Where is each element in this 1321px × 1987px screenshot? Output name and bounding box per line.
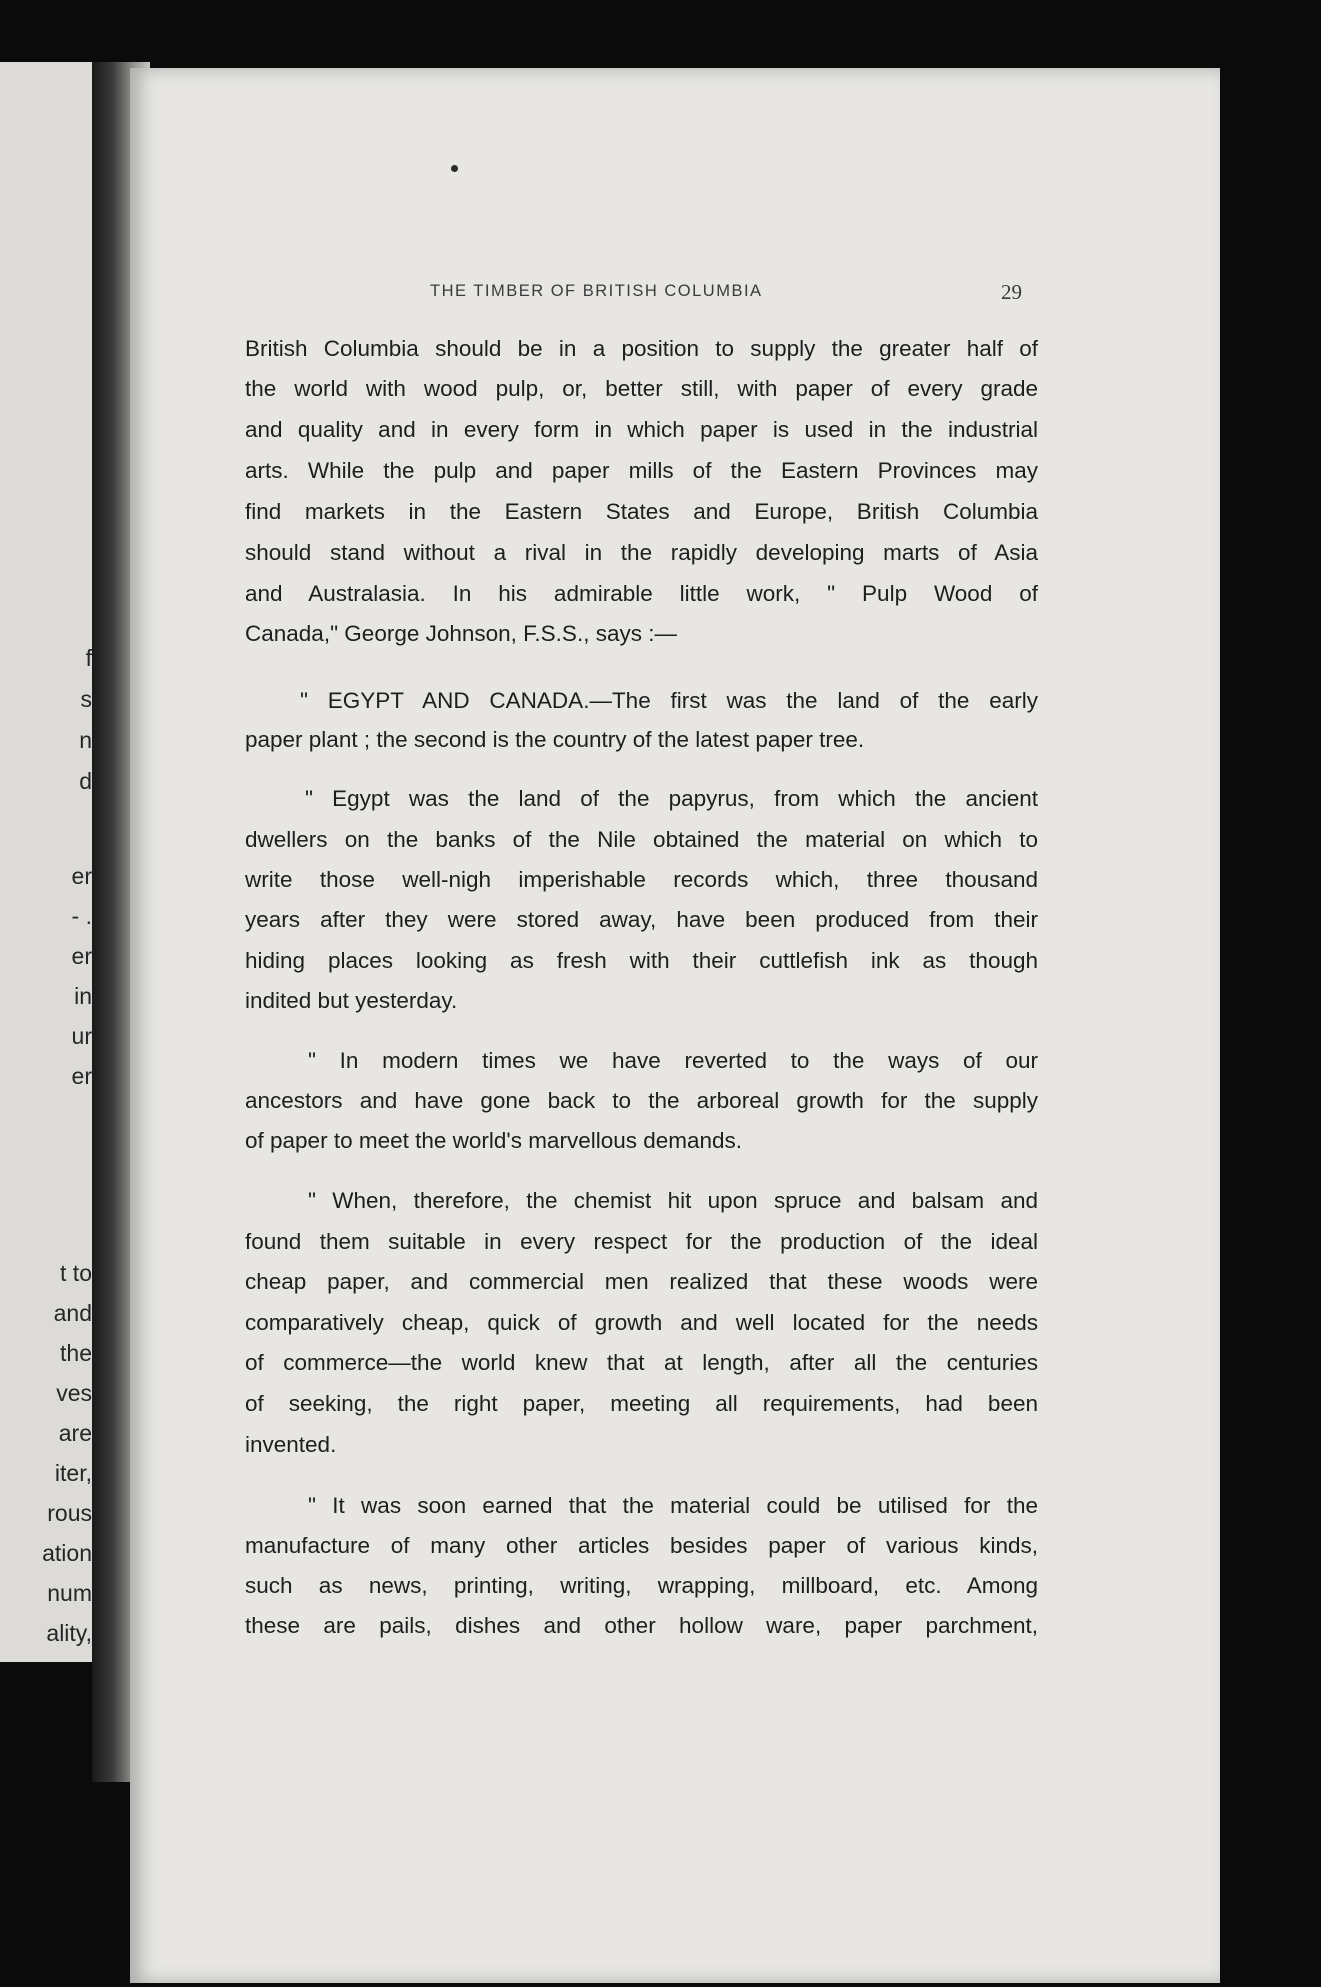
text-line: and quality and in every form in which paper is used in the industrial — [245, 417, 1038, 442]
facing-page-fragment: er — [71, 1063, 92, 1089]
text-line: " In modern times we have reverted to the ways of our — [308, 1048, 1038, 1073]
facing-page-fragment: num — [47, 1580, 92, 1606]
facing-page-fragment: and — [53, 1300, 92, 1326]
page-number: 29 — [1001, 280, 1022, 304]
text-line: " When, therefore, the chemist hit upon spruce and balsam and — [308, 1188, 1038, 1213]
text-line: such as news, printing, writing, wrapping, millboard, etc. Among — [245, 1573, 1038, 1598]
text-line: the world with wood pulp, or, better still, with paper of every grade — [245, 376, 1038, 401]
facing-page-fragment: - . — [71, 903, 92, 929]
text-line: British Columbia should be in a position to supply the greater half of — [245, 336, 1038, 361]
text-line: hiding places looking as fresh with their cuttlefish ink as though — [245, 948, 1038, 973]
text-line: comparatively cheap, quick of growth and well located for the needs — [245, 1310, 1038, 1335]
facing-page-fragment: er — [71, 863, 92, 889]
text-line: Canada," George Johnson, F.S.S., says :— — [245, 621, 677, 646]
facing-page-fragment: ation — [42, 1540, 92, 1566]
running-header: THE TIMBER OF BRITISH COLUMBIA — [430, 282, 763, 300]
facing-page-fragment: er — [71, 943, 92, 969]
text-line: indited but yesterday. — [245, 988, 458, 1013]
facing-page-fragment: ur — [71, 1023, 92, 1049]
facing-page-fragment: t to — [60, 1260, 92, 1286]
facing-page-fragment: rous — [47, 1500, 92, 1526]
text-line: " Egypt was the land of the papyrus, from which the ancient — [305, 786, 1038, 811]
text-line: arts. While the pulp and paper mills of the Eastern Provinces may — [245, 458, 1038, 483]
text-line: of commerce—the world knew that at length, after all the centuries — [245, 1350, 1038, 1375]
text-line: should stand without a rival in the rapidly developing marts of Asia — [245, 540, 1038, 565]
facing-page-fragment: iter, — [54, 1460, 92, 1486]
facing-page-fragment: ality, — [46, 1620, 92, 1646]
facing-page-fragment: in — [74, 983, 92, 1009]
text-line: " EGYPT AND CANADA.—The first was the land of the early — [300, 688, 1038, 713]
facing-page-fragment: n — [79, 727, 92, 753]
facing-page-fragment: s — [80, 686, 92, 712]
text-line: ancestors and have gone back to the arboreal growth for the supply — [245, 1088, 1038, 1113]
facing-page-fragment: ves — [56, 1380, 92, 1406]
facing-page-fragment: the — [60, 1340, 92, 1366]
text-line: invented. — [245, 1432, 337, 1457]
facing-page-fragment: f — [85, 645, 92, 671]
text-line: find markets in the Eastern States and Europe, British Columbia — [245, 499, 1038, 524]
facing-page-fragment: d — [79, 768, 92, 794]
text-line: manufacture of many other articles besides paper of various kinds, — [245, 1533, 1038, 1558]
text-line: paper plant ; the second is the country of the latest paper tree. — [245, 727, 865, 752]
text-line: dwellers on the banks of the Nile obtained the material on which to — [245, 827, 1038, 852]
text-line: years after they were stored away, have been produced from their — [245, 907, 1038, 932]
text-line: and Australasia. In his admirable little work, " Pulp Wood of — [245, 581, 1038, 606]
text-line: write those well-nigh imperishable records which, three thousand — [245, 867, 1038, 892]
ink-speck — [451, 165, 458, 172]
text-line: cheap paper, and commercial men realized that these woods were — [245, 1269, 1038, 1294]
text-line: " It was soon earned that the material could be utilised for the — [308, 1493, 1038, 1518]
text-line: of seeking, the right paper, meeting all requirements, had been — [245, 1391, 1038, 1416]
text-line: these are pails, dishes and other hollow ware, paper parchment, — [245, 1613, 1038, 1638]
text-line: found them suitable in every respect for the production of the ideal — [245, 1229, 1038, 1254]
facing-page-fragment: are — [58, 1420, 92, 1446]
text-line: of paper to meet the world's marvellous demands. — [245, 1128, 743, 1153]
